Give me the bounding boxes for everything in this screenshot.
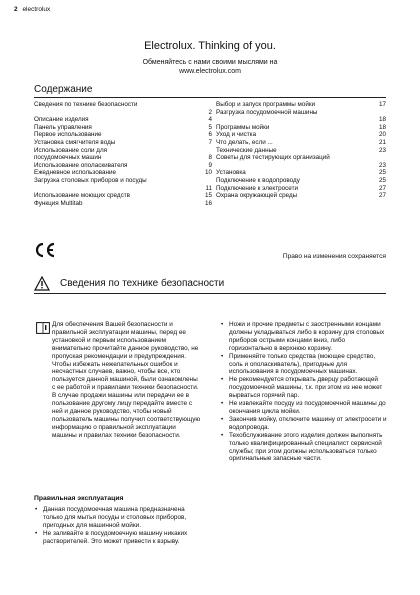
- toc-entry[interactable]: [216, 101, 386, 109]
- toc-entry-page: 7: [208, 138, 212, 146]
- toc-entry[interactable]: [216, 139, 386, 147]
- toc-entry-page: 25: [378, 169, 386, 177]
- bullet-item: • Закончив мойку, отключите машину от электросети и водопровода.: [229, 416, 390, 432]
- toc-entry[interactable]: [34, 192, 212, 200]
- toc-entry[interactable]: [216, 124, 386, 132]
- toc-entry[interactable]: [216, 116, 386, 124]
- toc-entry-title: Описание изделия: [34, 116, 89, 124]
- bullet-item: • Не рекомендуется открывать дверцу работающей посудомоечной машины, т.к. при этом из нее может вырваться горячий пар.: [229, 376, 390, 400]
- toc-entry[interactable]: [34, 200, 212, 208]
- toc-entry[interactable]: [216, 192, 386, 200]
- toc-entry[interactable]: [216, 162, 386, 170]
- toc-entry[interactable]: [216, 177, 386, 185]
- safety-rule: [34, 293, 386, 294]
- proper-use-section: [34, 495, 204, 545]
- toc-entry-title: посудомоечных машин: [34, 154, 102, 162]
- toc-entry-page: 23: [378, 161, 386, 169]
- toc-entry-title: Ежедневное использование: [34, 169, 116, 177]
- toc-entry[interactable]: [34, 109, 212, 117]
- ce-mark-icon: [34, 242, 56, 258]
- toc-entry-title: Выбор и запуск программы мойки: [216, 101, 316, 108]
- toc-entry[interactable]: [216, 109, 386, 117]
- contents-rule: [34, 97, 386, 98]
- toc-entry-title: Подключение к водопроводу: [216, 176, 300, 184]
- toc-entry[interactable]: [34, 101, 212, 109]
- toc-entry[interactable]: [216, 131, 386, 139]
- toc-entry-page: 21: [378, 138, 386, 146]
- toc-entry[interactable]: [34, 185, 212, 193]
- toc-entry-page: 10: [204, 169, 212, 177]
- share-text: [0, 58, 420, 76]
- bullet-item: • Не заливайте в посудомоечную машину никаких растворителей. Это может привести к взрыву.: [43, 530, 204, 546]
- toc-entry-title: Охрана окружающей среды: [216, 192, 298, 200]
- safety-heading: [34, 275, 224, 291]
- website-link[interactable]: www.electrolux.com: [179, 68, 241, 75]
- toc-entry-title: Загрузка столовых приборов и посуды: [34, 176, 147, 184]
- toc-entry[interactable]: [34, 177, 212, 185]
- safety-title: Сведения по технике безопасности: [60, 277, 225, 289]
- toc-entry-title: Установка: [216, 169, 246, 177]
- toc-entry-title: Сведения по технике безопасности: [34, 101, 138, 108]
- toc-entry-title: Советы для тестирующих организаций: [216, 154, 330, 162]
- toc-entry[interactable]: [216, 154, 386, 162]
- bullet-item: • Не извлекайте посуду из посудомоечной машины до окончания цикла мойки.: [229, 400, 390, 416]
- toc-entry[interactable]: [34, 139, 212, 147]
- toc-entry-page: 25: [378, 176, 386, 184]
- toc-entry-page: 11: [205, 184, 212, 192]
- proper-use-heading: Правильная эксплуатация: [34, 495, 124, 502]
- book-icon: [36, 322, 50, 334]
- toc-entry-page: 16: [204, 199, 212, 207]
- toc-entry-title: Технические данные: [216, 146, 277, 154]
- toc-entry-page: 5: [208, 123, 212, 131]
- toc-entry-title: Установка смягчителя воды: [34, 138, 116, 146]
- share-line: Обменяйтесь с нами своими мыслями на: [142, 59, 278, 66]
- page-number: 2: [14, 6, 18, 13]
- safety-intro: Для обеспечения Вашей безопасности и правильной эксплуатации машины, перед ее установкой и первым использованием внимательно прочитайте данное руководство, не пропуская рекомендации и предупреждения. Чтобы избежать нежелательных ошибок и несчастных случаев, важно, чтобы все, кто пользуется данной машиной, были ознакомлены с ее работой и правилами техники безопасности. В случае продажи машины или передачи ее в пользование другому лицу передайте вместе с ней и данное руководство, чтобы новый пользователь машины получил соответствующую информацию о правильной эксплуатации машины и правилах техники безопасности.: [52, 321, 201, 439]
- toc-entry-page: 27: [378, 184, 386, 192]
- toc-entry[interactable]: [34, 116, 212, 124]
- safety-list: [220, 321, 390, 463]
- toc-entry[interactable]: [34, 147, 212, 155]
- toc-entry[interactable]: [34, 169, 212, 177]
- toc-entry-page: 9: [208, 161, 212, 169]
- contents-title: Содержание: [34, 84, 93, 95]
- toc-entry-page: 15: [204, 192, 212, 200]
- toc-entry-title: Разгрузка посудомоечной машины: [216, 108, 318, 116]
- toc-entry-title: Подключение к электросети: [216, 184, 298, 192]
- brand-name: electrolux: [22, 6, 51, 13]
- toc-entry[interactable]: [34, 124, 212, 132]
- toc-entry-title: Уход и чистка: [216, 131, 257, 139]
- toc-entry-title: Использование соли для: [34, 146, 108, 154]
- toc-left-column: [34, 101, 212, 207]
- toc-entry[interactable]: [216, 169, 386, 177]
- toc-entry-page: 23: [378, 146, 386, 154]
- proper-use-list: [34, 506, 204, 546]
- toc-entry-title: Программы мойки: [216, 123, 270, 131]
- warning-icon: [34, 276, 50, 291]
- toc-entry-page: 8: [208, 154, 212, 162]
- toc-entry-title: Функция Multitab: [34, 199, 83, 207]
- toc-entry-page: 6: [208, 131, 212, 139]
- bullet-item: • Данная посудомоечная машина предназначена только для мытья посуды и столовых приборов, пригодных для машинной мойки.: [43, 506, 204, 530]
- toc-entry[interactable]: [34, 131, 212, 139]
- toc-entry-page: 18: [378, 123, 386, 131]
- toc-entry-title: Что делать, если ...: [216, 138, 273, 146]
- safety-right-column: [220, 321, 390, 463]
- rights-note: Право на изменения сохраняется: [282, 253, 386, 260]
- toc-entry-page: 17: [378, 101, 386, 108]
- toc-entry-page: 20: [378, 131, 386, 139]
- toc-entry-page: 2: [208, 108, 212, 116]
- toc-right-column: [216, 101, 386, 200]
- bullet-item: • Техобслуживание этого изделия должен выполнять только квалифицированный специалист сервисной службы; при этом должны использоваться только оригинальные запасные части.: [229, 432, 390, 464]
- toc-entry-title: Использование моющих средств: [34, 192, 130, 200]
- toc-entry-title: Первое использование: [34, 131, 102, 139]
- page-header: [14, 6, 50, 13]
- bullet-item: • Применяйте только средства (моющее средство, соль и ополаскиватель), пригодные для использования в посудомоечных машинах.: [229, 353, 390, 377]
- toc-entry-page: 27: [378, 192, 386, 200]
- bullet-item: • Ножи и прочие предметы с заостренными концами должны укладываться либо в корзину для столовых приборов острыми концами вниз, либо горизонтально в верхнюю корзину.: [229, 321, 390, 353]
- toc-entry-title: Использование ополаскивателя: [34, 161, 128, 169]
- toc-entry-page: 18: [378, 116, 386, 124]
- toc-entry-title: Панель управления: [34, 123, 92, 131]
- toc-entry[interactable]: [34, 162, 212, 170]
- toc-entry[interactable]: [34, 154, 212, 162]
- slogan: Electrolux. Thinking of you.: [144, 40, 276, 52]
- toc-entry-page: 4: [208, 116, 212, 124]
- toc-entry[interactable]: [216, 185, 386, 193]
